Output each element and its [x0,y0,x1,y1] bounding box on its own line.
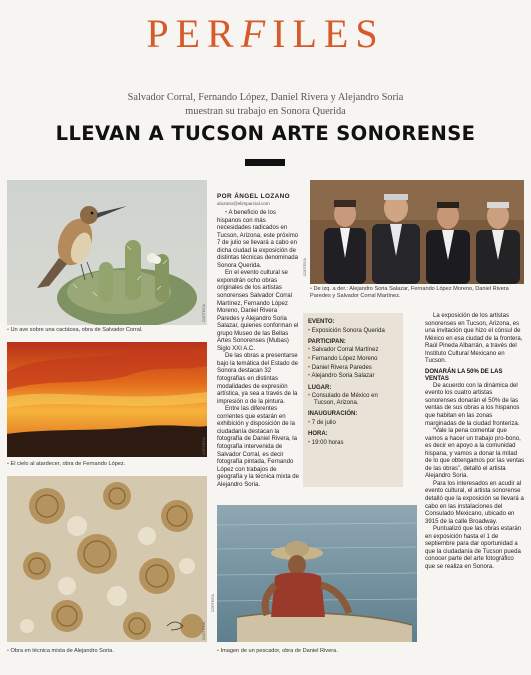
participant-item: • Fernando López Moreno [308,356,398,363]
inauguracion-label: INAUGURACIÓN: [308,411,358,418]
col3-paragraph-1: La exposición de los artistas sonorenses en Tucson, Arizona, es una invitación que hizo el cónsul de México en esa ciudad de la frontera, Raúl Pineda Albarrán, a través del Instituto Cultural Mexicano en Tucson. [425,313,523,365]
masthead-prefix: PER [146,11,241,56]
fisherman-photo [217,505,417,642]
evento-label: EVENTO: [308,319,335,325]
participan-label: PARTICIPAN: [308,338,346,345]
fisher-photo-credit: CORTESÍA [211,594,215,612]
mixed-caption-text: Obra en técnica mixta de Alejandro Soria. [10,648,114,654]
event-info-box [303,313,403,487]
article-column-1 [217,210,301,489]
sunset-caption-text: El cielo al atardecer, obra de Fernando López. [10,461,126,467]
masthead-cap: F [240,11,273,56]
artists-caption: • De izq. a der.: Alejandro Soria Salazar, Fernando López Moreno, Daniel Rivera Paredes y Salvador Corral Martínez. [310,286,509,299]
col3-paragraph-5: Puntualizó que las obras estarán en exposición hasta el 1 de septiembre para dar oportunidad a que la ciudadanía de Tucson pueda conocer parte del arte fotográfico que se realiza en Sonora. [425,526,522,570]
subheadline [60,91,471,119]
bird-caption: • Un ave sobre una cactácea, obra de Salvador Corral. [7,327,143,333]
mixed-technique-artwork [7,476,207,642]
bird-photo-credit: CORTESÍA [202,304,206,322]
participant-item: • Salvador Corral Martínez [308,347,398,354]
sunset-caption: • El cielo al atardecer, obra de Fernando López. [7,461,126,467]
sunset-photo-credit: CORTESÍA [202,437,206,455]
col1-paragraph-3: De las obras a presentarse bajo la temática del Estado de Sonora destacan 32 fotografías en distintas modalidades de expresión artística, ya sea a través de la impresión o de la pintura. [217,353,299,405]
col1-paragraph-2: En el evento cultural se expondrán ocho obras originales de los artistas sonorenses Salvador Corral Martínez, Fernando López Moreno, Daniel Rivera Paredes y Alejandro Soria Salazar, quienes conforman el grupo Museo de las Bellas Artes Sonorenses (Mubas) Siglo XXI A.C. [217,270,299,352]
col3-subheading: DONARÁN LA 50% DE LAS VENTAS [425,368,503,382]
article-column-3 [425,313,525,572]
fisher-caption-text: Imagen de un pescador, obra de Daniel Rivera. [220,648,338,654]
participant-item: • Daniel Rivera Paredes [308,365,398,372]
subhead-line-2: muestran su trabajo en Sonora Querida [185,106,346,117]
lugar-value: • Consulado de México en Tucson, Arizona. [308,393,398,407]
bird-caption-text: Un ave sobre una cactácea, obra de Salvador Corral. [10,327,143,333]
byline: POR ÁNGEL LOZANO [217,193,291,200]
col1-paragraph-1: • A beneficio de los hispanos con más necesidades radicados en Tucson, Arizona, este próximo 7 de julio se llevará a cabo en dicha ciudad la exposición de distintas técnicas denominada Sonora Querida. [217,210,299,269]
headline-rule [245,159,285,166]
bird-cactus-painting [7,180,207,325]
hora-value: • 19:00 horas [308,440,398,447]
sunset-painting [7,342,207,457]
evento-value: • Exposición Sonora Querida [308,328,398,335]
mixed-caption: • Obra en técnica mixta de Alejandro Soria. [7,648,114,654]
hora-label: HORA: [308,431,328,438]
lugar-label: LUGAR: [308,384,332,391]
subhead-line-1: Salvador Corral, Fernando López, Daniel Rivera y Alejandro Soria [127,92,404,103]
author-email: alozano@elimparcial.com [217,201,270,206]
col3-paragraph-2: De acuerdo con la dinámica del evento los cuatro artistas sonorenses donarán el 50% de las ventas de sus obras a los hispanos que habitan en las zonas marginadas de la ciudad fronteriza. [425,382,520,427]
artists-photo-credit: CORTESÍA [303,258,307,276]
col3-paragraph-4: Para los interesados en acudir al evento cultural, el artista sonorense detalló que la exposición se llevará a cabo en las instalaciones del Consulado Mexicano, ubicado en 3915 de la calle Broadway. [425,480,524,525]
section-masthead [0,10,531,57]
artists-group-photo [310,180,524,284]
mixed-photo-credit: CORTESÍA [202,622,206,640]
article-headline: LLEVAN A TUCSON ARTE SONORENSE [55,122,476,145]
col1-paragraph-1-text: A beneficio de los hispanos con más necesidades radicados en Tucson, Arizona, este próximo 7 de julio se llevará a cabo en dicha ciudad la exposición de distintas técnicas denominada Sonora Querida. [217,210,299,269]
inauguracion-value: • 7 de julio [308,420,398,427]
col1-paragraph-4: Entre las diferentes corrientes que estarán en exhibición y disposición de la ciudadanía destacan la fotografía de Daniel Rivera, la fotografía intervenida de Salvador Corral, es decir fotografía pintada, Fernando López con trabajos de geografía y la técnica mixta de Alejandro Soria. [217,406,300,488]
fisher-caption: • Imagen de un pescador, obra de Daniel Rivera. [217,648,338,654]
masthead-suffix: ILES [272,11,385,56]
participant-item: • Alejandro Soria Salazar [308,373,398,380]
col3-paragraph-3: “Vale la pena comentar que vamos a hacer un trabajo pro-bono, es decir en apoyo a la comunidad hispana, y vamos a donar la mitad de lo que obtengamos por las ventas de las obras”, detalló el artista Alejandro Soria. [425,428,525,480]
artists-caption-text: De izq. a der.: Alejandro Soria Salazar, Fernando López Moreno, Daniel Rivera Paredes y Salvador Corral Martínez. [310,286,509,299]
